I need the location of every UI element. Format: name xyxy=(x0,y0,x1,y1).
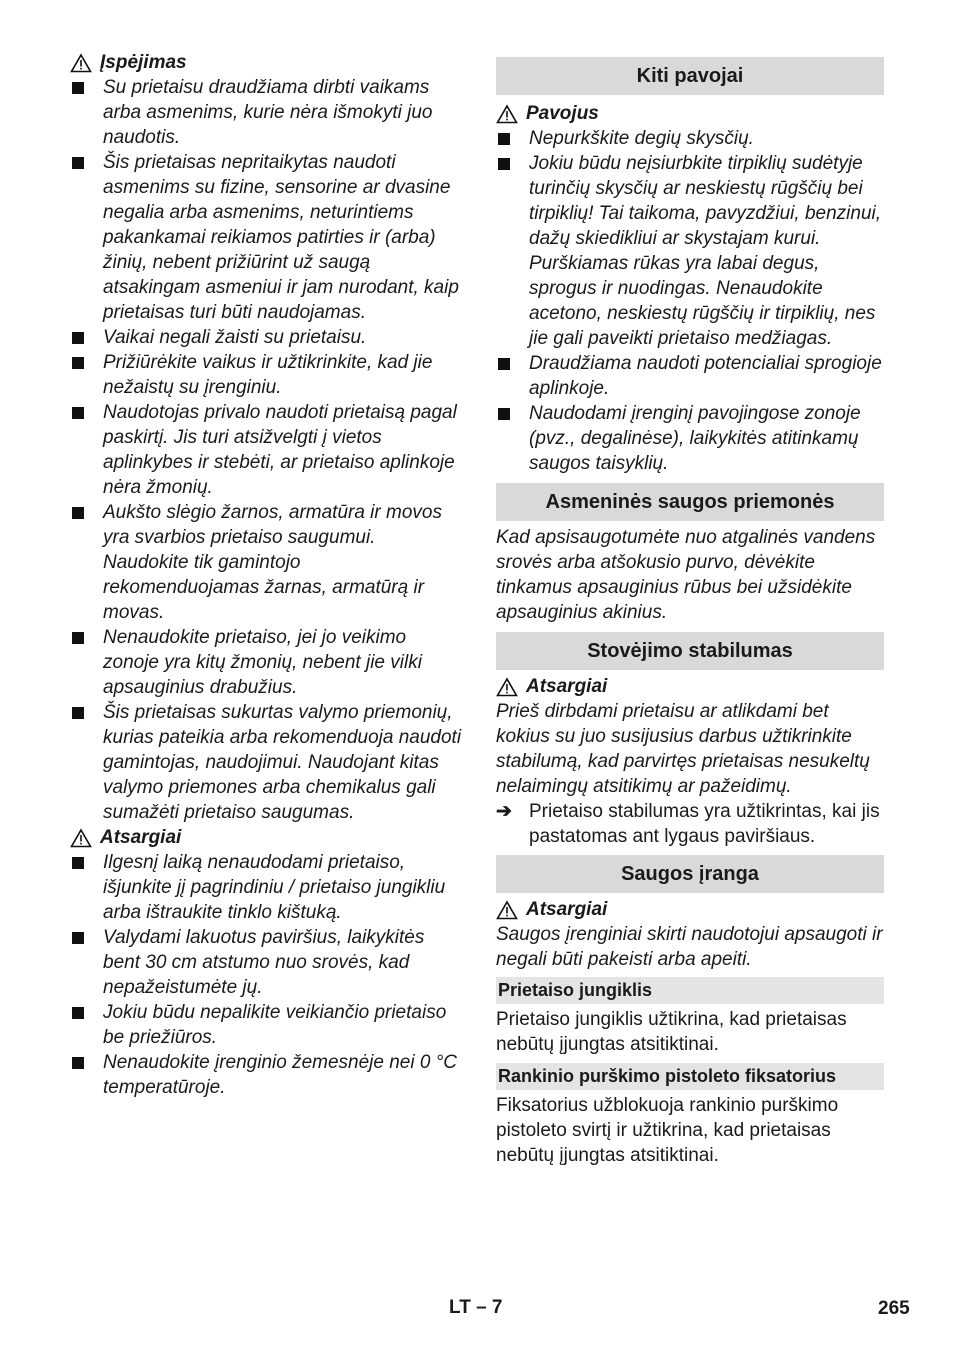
left-column xyxy=(70,50,462,1100)
list-item: Jokiu būdu nepalikite veikiančio prietaiso be priežiūros. xyxy=(70,1000,462,1050)
list-item: Nepurkškite degių skysčių. xyxy=(496,126,884,151)
list-item: Naudotojas privalo naudoti prietaisą pagal paskirtį. Jis turi atsižvelgti į vietos aplinkybes ir stebėti, ar prietaiso aplinkoje nėra žmonių. xyxy=(70,400,462,500)
section-heading-ppe: Asmeninės saugos priemonės xyxy=(496,483,884,521)
list-item: Ilgesnį laiką nenaudodami prietaiso, išjunkite jį pagrindiniu / prietaiso jungikliu arba ištraukite tinklo kištuką. xyxy=(70,850,462,925)
arrow-right-icon: ➔ xyxy=(496,801,512,822)
stability-text: Prieš dirbdami prietaisu ar atlikdami bet kokius su juo susijusius darbus užtikrinkite stabilumą, kad parvirtęs prietaisas nesukeltų nelaimingų atsitikimų ar pažeidimų. xyxy=(496,701,870,797)
caution-list xyxy=(70,850,462,1100)
section-heading-stability: Stovėjimo stabilumas xyxy=(496,632,884,670)
subheading-device-switch: Prietaiso jungiklis xyxy=(496,977,884,1004)
safety-text: Saugos įrenginiai skirti naudotojui apsaugoti ir negali būti pakeisti arba apeiti. xyxy=(496,924,883,970)
warning-triangle-icon xyxy=(496,104,518,124)
warning-triangle-icon xyxy=(70,828,92,848)
section-heading-other-hazards: Kiti pavojai xyxy=(496,57,884,95)
list-item: Šis prietaisas sukurtas valymo priemonių, kurias pateikia arba rekomenduoja naudoti gamintojas, naudojimui. Naudojant kitas valymo priemones arba chemikalus gali sumažėti prietaiso saugumas. xyxy=(70,700,462,825)
stability-result: ➔ Prietaiso stabilumas yra užtikrintas, kai jis pastatomas ant lygaus paviršiaus. xyxy=(496,801,880,847)
warning-triangle-icon xyxy=(70,53,92,73)
section-heading-safety-devices: Saugos įranga xyxy=(496,855,884,893)
switch-text: Prietaiso jungiklis užtikrina, kad prietaisas nebūtų įjungtas atsitiktinai. xyxy=(496,1009,847,1055)
warning-heading: Įspėjimas xyxy=(70,50,462,75)
caution-heading: Atsargiai xyxy=(70,825,462,850)
danger-heading: Pavojus xyxy=(496,101,884,126)
lock-text: Fiksatorius užblokuoja rankinio purškimo pistoleto svirtį ir užtikrina, kad prietaisas nebūtų įjungtas atsitiktinai. xyxy=(496,1095,839,1166)
list-item: Aukšto slėgio žarnos, armatūra ir movos yra svarbios prietaiso saugumui. Naudokite tik gamintojo rekomenduojamas žarnas, armatūrą ir movas. xyxy=(70,500,462,625)
list-item: Prižiūrėkite vaikus ir užtikrinkite, kad jie nežaistų su įrenginiu. xyxy=(70,350,462,400)
warning-list xyxy=(70,75,462,825)
safety-caution-heading: Atsargiai xyxy=(496,897,884,922)
list-item: Jokiu būdu neįsiurbkite tirpiklių sudėtyje turinčių skysčių ar neskiestų rūgščių bei tirpiklių! Tai taikoma, pavyzdžiui, benzinui, dažų skiedikliui ar skystajam kurui. Purškiamas rūkas yra labai degus, sprogus ir nuodingas. Nenaudokite acetono, neskiestų rūgščių ir tirpiklių, nes jie gali paveikti prietaiso medžiagas. xyxy=(496,151,884,351)
stability-caution-heading: Atsargiai xyxy=(496,674,884,699)
list-item: Šis prietaisas nepritaikytas naudoti asmenims su fizine, sensorine ar dvasine negalia arba asmenims, neturintiems pakankamai reikiamos patirties ir (arba) žinių, nebent prižiūrint už saugą atsakingam asmeniui ir jam nurodant, kaip prietaisas turi būti naudojamas. xyxy=(70,150,462,325)
list-item: Valydami lakuotus paviršius, laikykitės bent 30 cm atstumo nuo srovės, kad nepažeistumėte jų. xyxy=(70,925,462,1000)
danger-list xyxy=(496,126,884,476)
ppe-text: Kad apsisaugotumėte nuo atgalinės vandens srovės arba atšokusio purvo, dėvėkite tinkamus apsauginius rūbus bei užsidėkite apsauginius akinius. xyxy=(496,527,876,623)
footer-section-label: LT – 7 xyxy=(449,1297,503,1318)
list-item: Nenaudokite prietaiso, jei jo veikimo zonoje yra kitų žmonių, nebent jie vilki apsauginius drabužius. xyxy=(70,625,462,700)
list-item: Su prietaisu draudžiama dirbti vaikams arba asmenims, kurie nėra išmokyti juo naudotis. xyxy=(70,75,462,150)
list-item: Vaikai negali žaisti su prietaisu. xyxy=(70,325,462,350)
right-column xyxy=(496,57,884,1168)
warning-triangle-icon xyxy=(496,900,518,920)
subheading-trigger-lock: Rankinio purškimo pistoleto fiksatorius xyxy=(496,1063,884,1090)
list-item: Naudodami įrenginį pavojingose zonoje (pvz., degalinėse), laikykitės atitinkamų saugos taisyklių. xyxy=(496,401,884,476)
warning-triangle-icon xyxy=(496,677,518,697)
list-item: Draudžiama naudoti potencialiai sprogioje aplinkoje. xyxy=(496,351,884,401)
page-number: 265 xyxy=(878,1298,910,1319)
list-item: Nenaudokite įrenginio žemesnėje nei 0 °C temperatūroje. xyxy=(70,1050,462,1100)
